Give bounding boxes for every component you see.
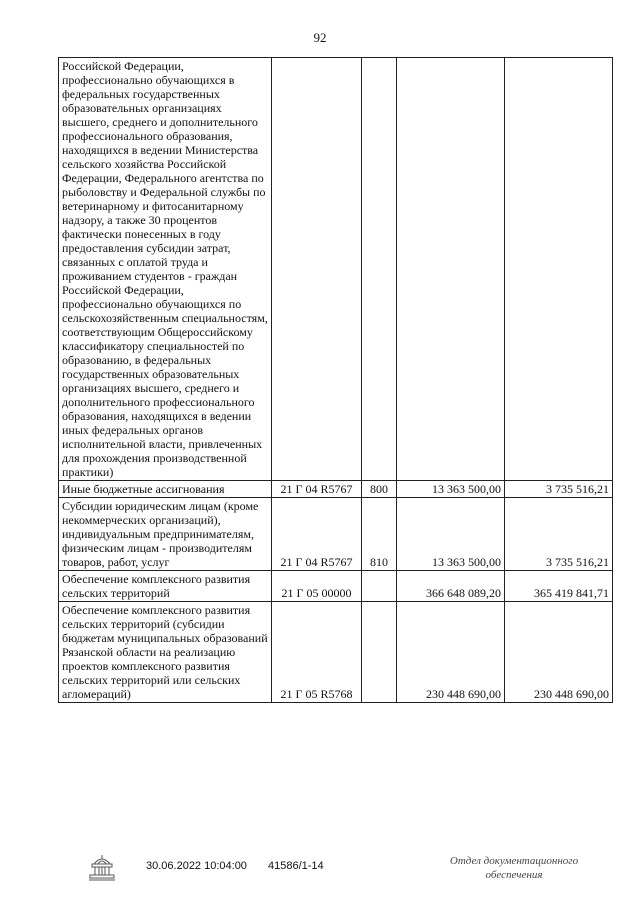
- row-actual-amount: 365 419 841,71: [505, 571, 613, 602]
- row-code: 21 Г 04 R5767: [272, 498, 362, 571]
- row-description: Обеспечение комплексного развития сельских территорий (субсидии бюджетам муниципальных образований Рязанской области на реализацию проектов комплексного развития сельских территорий или сельских агломераций): [59, 602, 272, 703]
- row-code: 21 Г 04 R5767: [272, 481, 362, 498]
- table-row: [59, 58, 613, 481]
- row-expense-kind: [362, 571, 397, 602]
- row-actual-amount: 230 448 690,00: [505, 602, 613, 703]
- department-line-2: обеспечения: [485, 869, 543, 881]
- duma-emblem-icon: [88, 852, 116, 882]
- registration-number: 41586/1-14: [268, 860, 324, 872]
- row-expense-kind: 800: [362, 481, 397, 498]
- row-expense-kind: [362, 58, 397, 481]
- table-row: [59, 481, 613, 498]
- row-plan-amount: 13 363 500,00: [397, 481, 505, 498]
- document-footer: [88, 848, 608, 892]
- department-line-1: Отдел документационного: [449, 855, 579, 867]
- table-row: [59, 571, 613, 602]
- row-plan-amount: 230 448 690,00: [397, 602, 505, 703]
- row-expense-kind: [362, 602, 397, 703]
- row-code: 21 Г 05 00000: [272, 571, 362, 602]
- row-description: Иные бюджетные ассигнования: [59, 481, 272, 498]
- registration-date: 30.06.2022 10:04:00: [146, 860, 247, 872]
- row-plan-amount: [397, 58, 505, 481]
- row-description: Российской Федерации, профессионально обучающихся в федеральных государственных образовательных организациях высшего, среднего и дополнительного профессионального образования, находящихся в ведении Министерства сельского хозяйства Российской Федерации, Федерального агентства по рыболовству и Федеральной службы по ветеринарному и фитосанитарному надзору, а также 30 процентов фактически понесенных в году предоставления субсидии затрат, связанных с оплатой труда и проживанием студентов - граждан Российской Федерации, профессионально обучающихся по сельскохозяйственным специальностям, соответствующим Общероссийскому классификатору специальностей по образованию, в федеральных государственных образовательных организациях высшего, среднего и дополнительного профессионального образования, находящихся в ведении иных федеральных органов исполнительной власти, привлеченных для прохождения производственной практики): [59, 58, 272, 481]
- department-stamp: [434, 854, 594, 882]
- row-actual-amount: 3 735 516,21: [505, 481, 613, 498]
- row-expense-kind: 810: [362, 498, 397, 571]
- row-plan-amount: 13 363 500,00: [397, 498, 505, 571]
- row-actual-amount: 3 735 516,21: [505, 498, 613, 571]
- row-code: 21 Г 05 R5768: [272, 602, 362, 703]
- table-row: [59, 498, 613, 571]
- row-plan-amount: 366 648 089,20: [397, 571, 505, 602]
- table-row: [59, 602, 613, 703]
- budget-table: [58, 57, 613, 703]
- row-code: [272, 58, 362, 481]
- page-number: 92: [313, 30, 327, 45]
- row-description: Обеспечение комплексного развития сельских территорий: [59, 571, 272, 602]
- row-actual-amount: [505, 58, 613, 481]
- row-description: Субсидии юридическим лицам (кроме некоммерческих организаций), индивидуальным предпринимателям, физическим лицам - производителям товаров, работ, услуг: [59, 498, 272, 571]
